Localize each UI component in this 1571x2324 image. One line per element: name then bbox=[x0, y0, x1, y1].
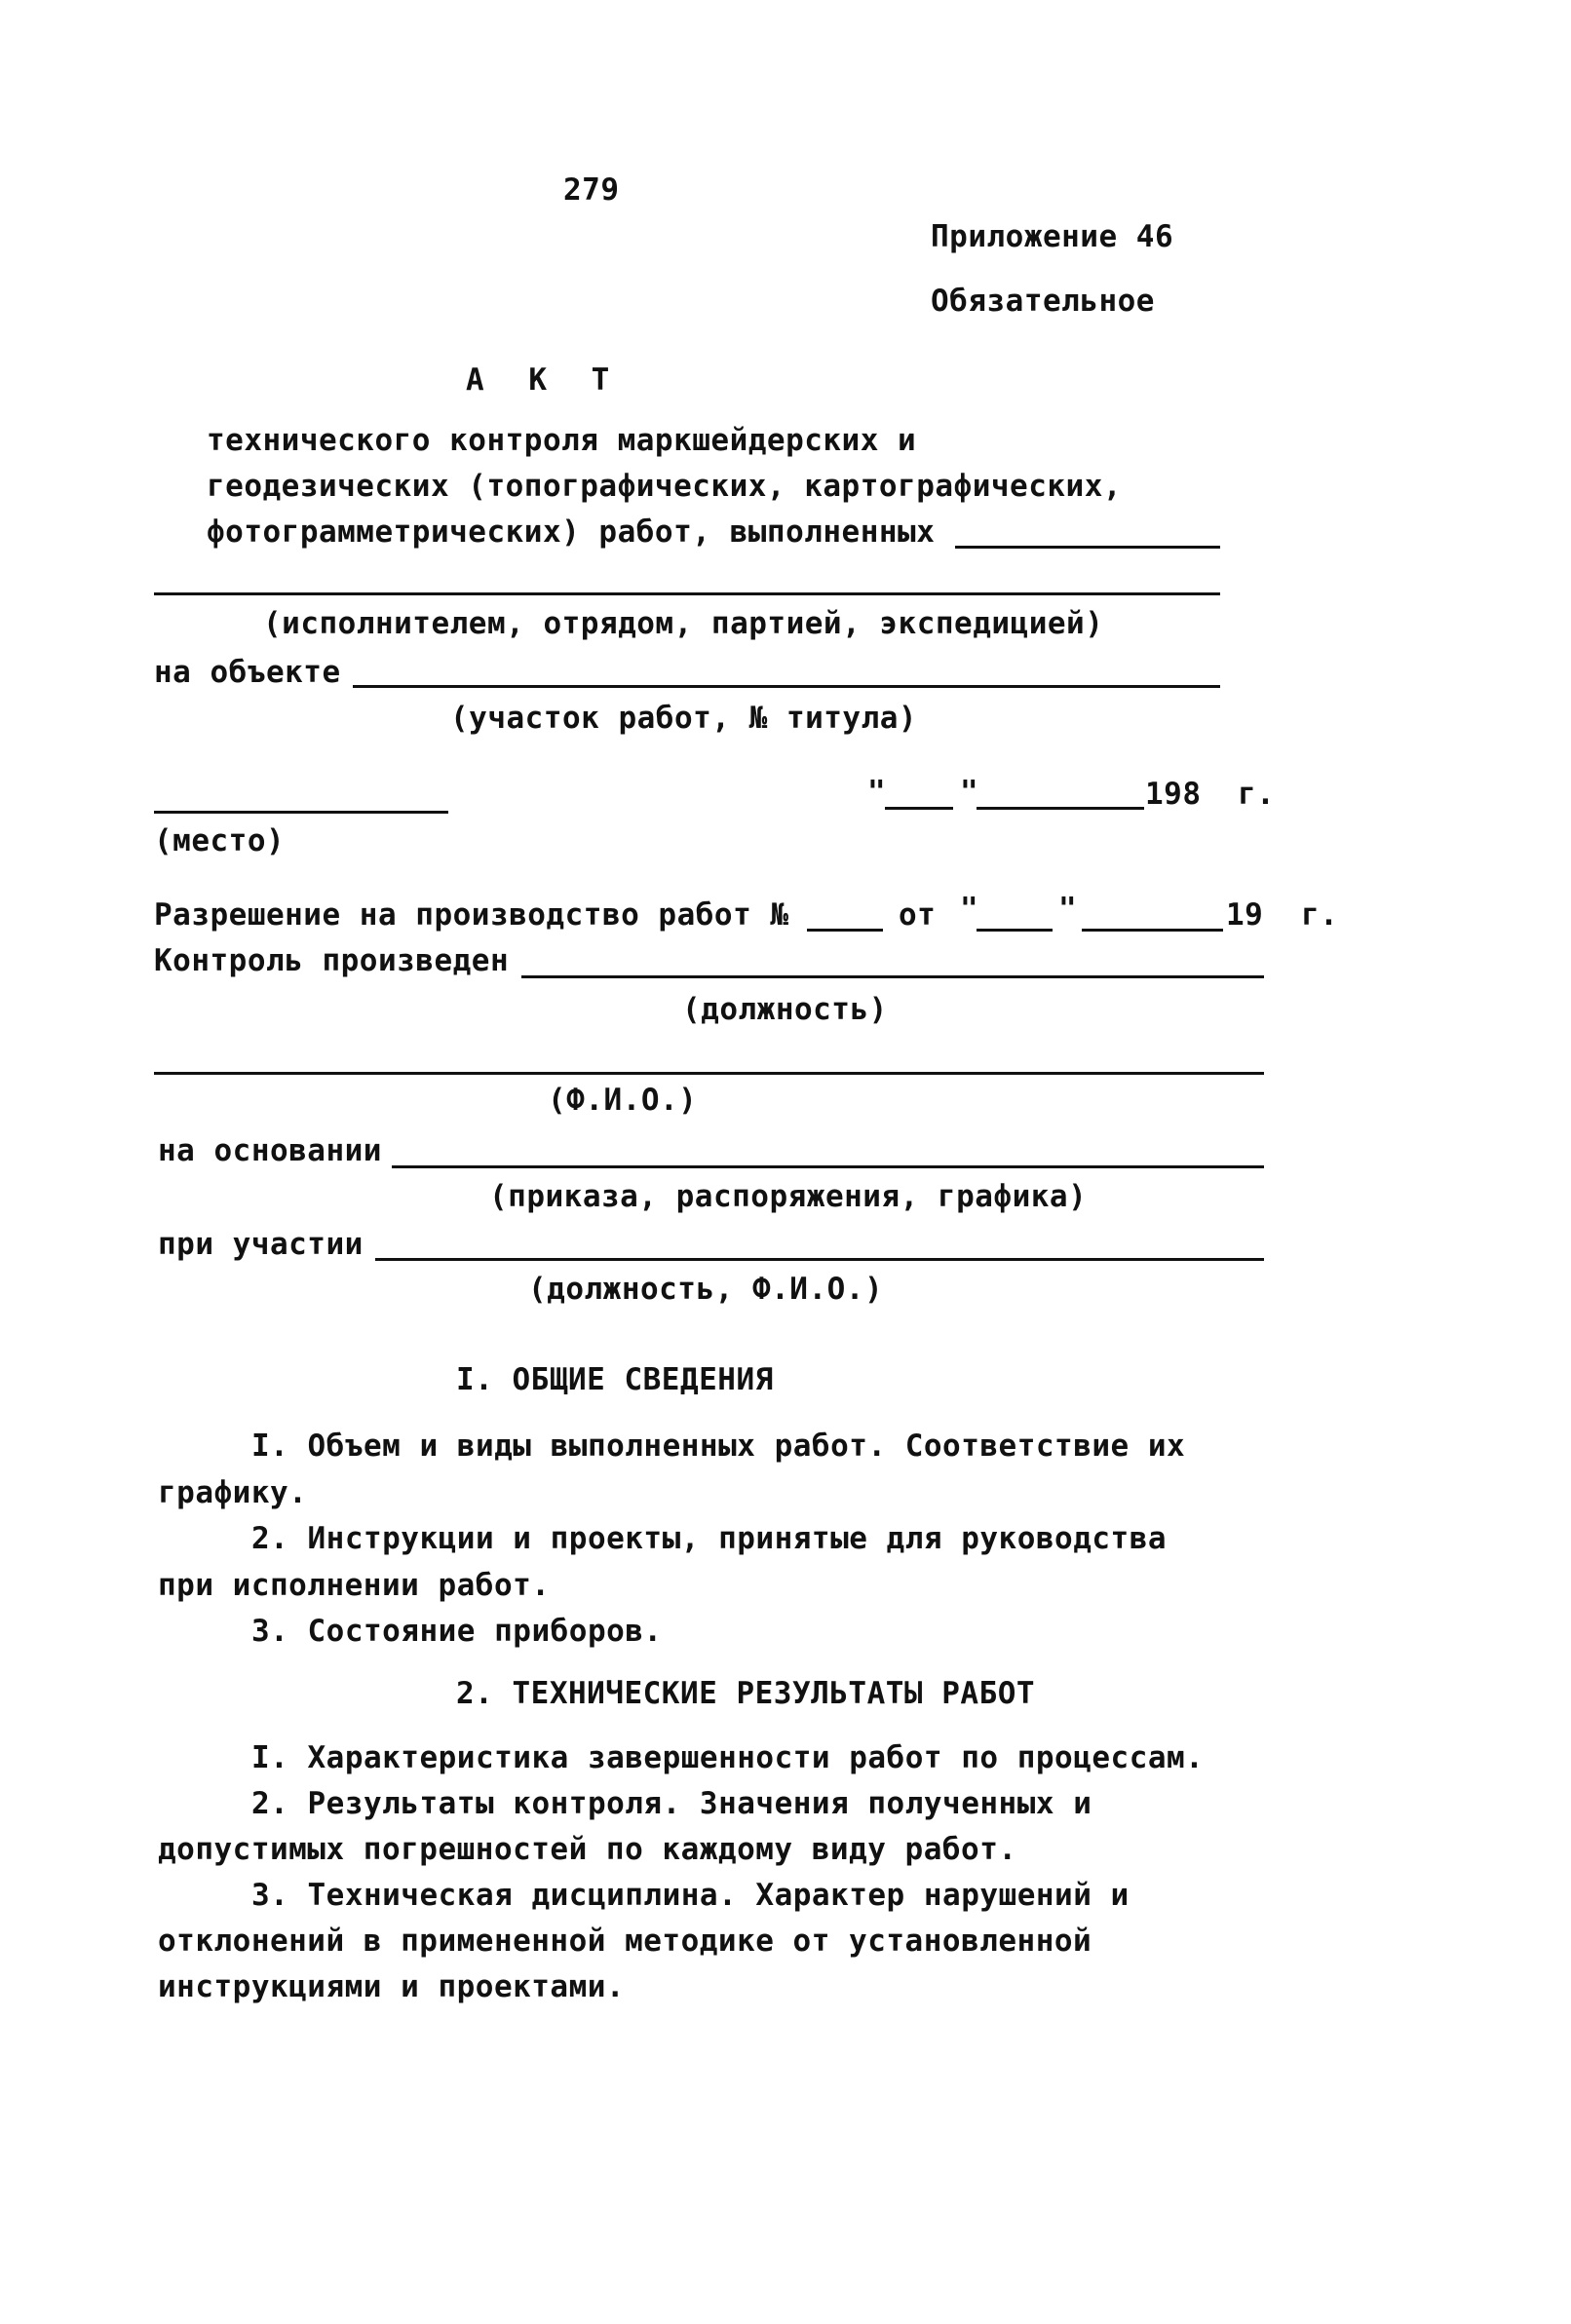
section2-item3-line2: отклонений в примененной методике от установленной bbox=[158, 1924, 1092, 1959]
place-blank[interactable] bbox=[154, 811, 448, 814]
permit-quote-open: " bbox=[960, 892, 979, 927]
mandatory-label: Обязательное bbox=[931, 284, 1155, 319]
section1-item2-line1: 2. Инструкции и проекты, принятые для руководства bbox=[251, 1521, 1168, 1556]
section1-item1-line1: I. Объем и виды выполненных работ. Соответствие их bbox=[251, 1429, 1186, 1464]
section2-item2-line2: допустимых погрешностей по каждому виду работ. bbox=[158, 1832, 1017, 1867]
section1-item1-line2: графику. bbox=[158, 1475, 308, 1510]
section2-item2-line1: 2. Результаты контроля. Значения полученных и bbox=[251, 1786, 1092, 1821]
date-quote-close: " bbox=[960, 775, 979, 810]
section2-item3-line1: 3. Техническая дисциплина. Характер нарушений и bbox=[251, 1878, 1130, 1913]
date-quote-open: " bbox=[867, 775, 887, 810]
permit-quote-close: " bbox=[1058, 892, 1078, 927]
fio-hint: (Ф.И.О.) bbox=[548, 1083, 698, 1118]
section1-heading: I. ОБЩИЕ СВЕДЕНИЯ bbox=[456, 1362, 774, 1397]
participation-blank[interactable] bbox=[375, 1258, 1264, 1261]
document-title: А К Т bbox=[466, 362, 610, 398]
permit-year: 19 bbox=[1226, 897, 1264, 933]
permit-month-blank[interactable] bbox=[1082, 929, 1223, 932]
object-hint: (участок работ, № титула) bbox=[450, 701, 918, 736]
subtitle-line-1: технического контроля маркшейдерских и bbox=[207, 423, 917, 458]
permit-day-blank[interactable] bbox=[977, 929, 1053, 932]
basis-blank[interactable] bbox=[392, 1165, 1264, 1168]
subtitle-line-2: геодезических (топографических, картографических, bbox=[207, 469, 1123, 504]
permit-label: Разрешение на производство работ № bbox=[154, 897, 789, 933]
object-label: на объекте bbox=[154, 655, 341, 690]
section2-item3-line3: инструкциями и проектами. bbox=[158, 1969, 626, 2004]
date-g: г. bbox=[1238, 777, 1276, 812]
date-month-blank[interactable] bbox=[977, 807, 1144, 810]
place-hint: (место) bbox=[154, 823, 286, 858]
date-year: 198 bbox=[1145, 777, 1202, 812]
permit-g: г. bbox=[1301, 897, 1339, 933]
position-hint: (должность) bbox=[682, 992, 888, 1027]
object-blank[interactable] bbox=[353, 685, 1220, 688]
appendix-label: Приложение 46 bbox=[931, 219, 1174, 254]
permit-from: от bbox=[899, 897, 937, 933]
control-label: Контроль произведен bbox=[154, 943, 510, 978]
participation-label: при участии bbox=[158, 1227, 364, 1262]
basis-hint: (приказа, распоряжения, графика) bbox=[489, 1179, 1088, 1214]
fio-blank[interactable] bbox=[154, 1072, 1264, 1075]
section1-item2-line2: при исполнении работ. bbox=[158, 1568, 551, 1603]
page-number: 279 bbox=[563, 172, 620, 208]
section2-item1: I. Характеристика завершенности работ по процессам. bbox=[251, 1740, 1205, 1775]
permit-number-blank[interactable] bbox=[807, 929, 883, 932]
executor-blank-2[interactable] bbox=[154, 592, 1220, 595]
executor-hint: (исполнителем, отрядом, партией, экспедицией) bbox=[263, 606, 1104, 641]
section2-heading: 2. ТЕХНИЧЕСКИЕ РЕЗУЛЬТАТЫ РАБОТ bbox=[456, 1676, 1036, 1711]
control-position-blank[interactable] bbox=[521, 975, 1264, 978]
section1-item3: 3. Состояние приборов. bbox=[251, 1614, 663, 1649]
date-day-blank[interactable] bbox=[885, 807, 953, 810]
basis-label: на основании bbox=[158, 1133, 382, 1168]
participation-hint: (должность, Ф.И.О.) bbox=[528, 1272, 884, 1307]
subtitle-line-3: фотограмметрических) работ, выполненных bbox=[207, 514, 936, 550]
executor-blank-1[interactable] bbox=[955, 546, 1220, 549]
